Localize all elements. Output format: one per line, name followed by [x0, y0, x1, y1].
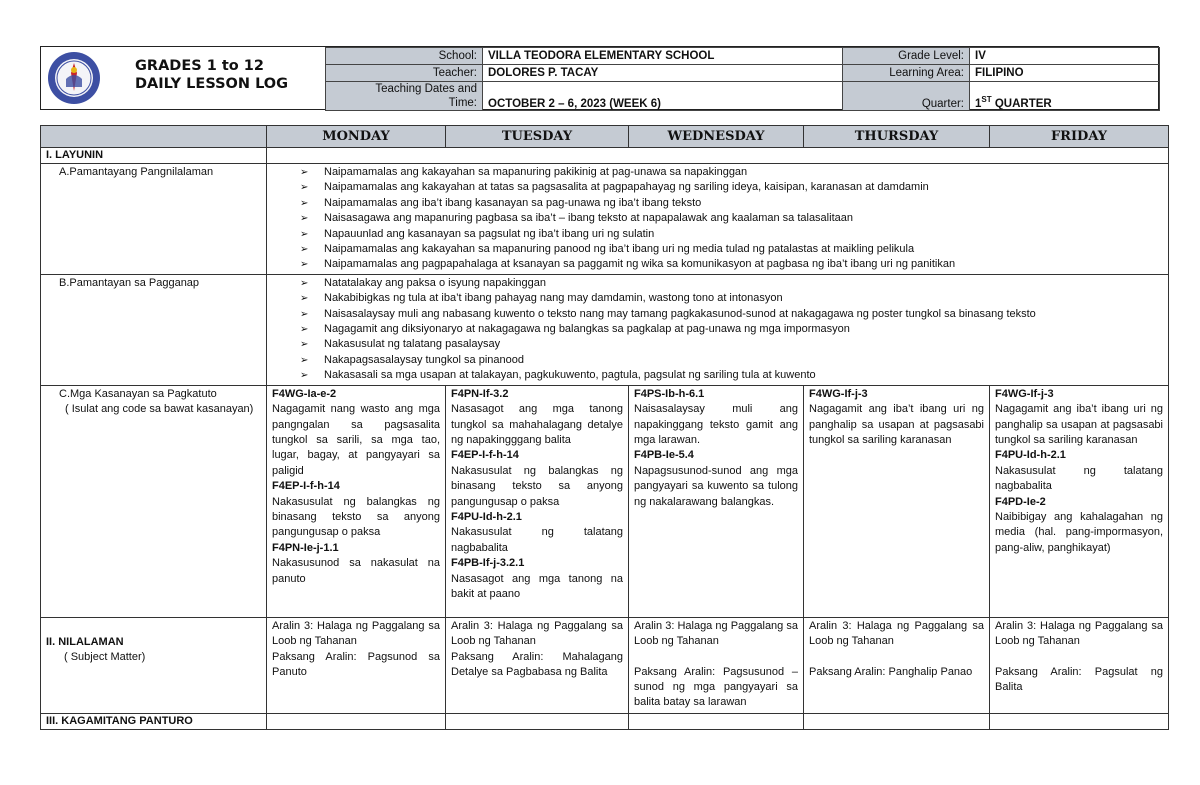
cell-text: Nakasusulat ng balangkas ng binasang teksto sa anyong pangungusap o paksa: [272, 495, 440, 539]
kasanayan-row: [41, 385, 1169, 617]
title-line2: DAILY LESSON LOG: [135, 76, 289, 92]
cell-text: Aralin 3: Halaga ng Paggalang sa Loob ng Tahanan: [809, 619, 984, 648]
cell-text: Aralin 3: Halaga ng Paggalang sa Loob ng Tahanan: [634, 619, 798, 648]
spacer: [809, 650, 984, 665]
cell-text: Aralin 3: Halaga ng Paggalang sa Loob ng Tahanan: [995, 619, 1163, 648]
quarter-text: QUARTER: [991, 98, 1052, 110]
cell-text: Nagagamit nang wasto ang mga pangngalan sa pagsasalita tungkol sa sarili, sa mga tao, lugar, bagay, at pangyayari sa paligid: [272, 403, 440, 477]
standard-item: ➢ Nagagamit ang diksiyonaryo at nakagagawa ng balangkas sa pagkalap at pag-unawa ng mga impormasyon: [300, 322, 1163, 337]
spacer: [995, 650, 1163, 665]
standard-item: ➢ Naisasagawa ang mapanuring pagbasa sa iba’t – ibang teksto at napapalawak ang kaalaman sa talasalitaan: [300, 211, 1163, 226]
layunin-blank: [267, 148, 1169, 164]
competency-code: F4PS-Ib-h-6.1: [634, 387, 705, 400]
kasanayan-label-line2: ( Isulat ang code sa bawat kasanayan): [65, 403, 254, 416]
cell-text: Nakasusulat ng talatang nagbabalita: [995, 464, 1163, 493]
quarter-label: Quarter:: [843, 82, 970, 111]
standard-item: ➢ Napauunlad ang kasanayan sa pagsulat ng iba’t ibang uri ng sulatin: [300, 227, 1163, 242]
competency-code: F4PD-Ie-2: [995, 495, 1046, 508]
teaching-dates-label-line2: Time:: [448, 97, 477, 109]
teacher-value: DOLORES P. TACAY: [483, 65, 843, 82]
teacher-label: Teacher:: [326, 65, 483, 82]
teaching-dates-value: OCTOBER 2 – 6, 2023 (WEEK 6): [483, 82, 843, 111]
cell-text: Nasasagot ang mga tanong tungkol sa mahahalagang detalye ng napakingggang balita: [451, 403, 623, 446]
cell-text: Nagagamit ang iba’t ibang uri ng panghalip sa usapan at pagsasabi tungkol sa sariling karanasan: [809, 403, 984, 446]
nilalaman-label-line2: ( Subject Matter): [64, 651, 146, 664]
pamantayang-pangnilalaman-content: [267, 164, 1169, 275]
lesson-log-table: [40, 125, 1169, 730]
standard-item: ➢ Naisasalaysay muli ang nabasang kuwento o teksto nang may tamang pagkakasunod-sunod at nakagagawa ng poster tungkol sa binasang teksto: [300, 307, 1163, 322]
pamantayan-pagganap-label: B.Pamantayan sa Pagganap: [41, 274, 267, 385]
kasanayan-tuesday: [446, 385, 629, 617]
pamantayang-pangnilalaman-list: [272, 165, 1163, 273]
cell-text: Nagagamit ang iba’t ibang uri ng panghalip sa usapan at pagsasabi tungkol sa sariling karanasan: [995, 403, 1163, 446]
cell-text: Nakasusulat ng talatang nagbabalita: [451, 526, 623, 554]
cell-text: Paksang Aralin: Pagsunod sa Panuto: [272, 650, 440, 678]
nilalaman-row: [41, 617, 1169, 713]
learning-area-label: Learning Area:: [843, 65, 970, 82]
competency-code: F4WG-Ia-e-2: [272, 387, 337, 400]
competency-code: F4WG-If-j-3: [809, 387, 868, 400]
standard-item: ➢ Nakapagsasalaysay tungkol sa pinanood: [300, 353, 1163, 368]
competency-code: F4PN-If-3.2: [451, 387, 509, 400]
teaching-dates-label: [326, 82, 483, 111]
kasanayan-thursday: [804, 385, 990, 617]
standard-item: ➢ Naipamamalas ang kakayahan sa mapanuring pakikinig at pag-unawa sa napakinggan: [300, 165, 1163, 180]
kasanayan-friday: [990, 385, 1169, 617]
quarter-suffix: ST: [981, 95, 992, 105]
nilalaman-label-line1: II. NILALAMAN: [46, 635, 124, 648]
cell-text: Naisasalaysay muli ang napakinggang teksto gamit ang mga larawan.: [634, 403, 798, 446]
kagamitan-row: [41, 713, 1169, 729]
day-friday: FRIDAY: [990, 126, 1169, 148]
standard-item: ➢ Natatalakay ang paksa o isyung napakinggan: [300, 276, 1163, 291]
nilalaman-monday: [267, 617, 446, 713]
kagamitan-wednesday: [629, 713, 804, 729]
nilalaman-label: [41, 617, 267, 713]
day-header-row: [41, 126, 1169, 148]
cell-text: Nakasusulat ng balangkas ng binasang teksto sa anyong pangungusap o paksa: [451, 464, 623, 508]
kasanayan-wednesday: [629, 385, 804, 617]
kasanayan-monday: [267, 385, 446, 617]
standard-item: ➢ Naipamamalas ang kakayahan sa mapanuring panood ng iba’t ibang uri ng media tulad ng patalastas at maikling pelikula: [300, 242, 1163, 257]
kagamitan-friday: [990, 713, 1169, 729]
deped-seal-icon: [47, 51, 101, 105]
standard-item: ➢ Naipamamalas ang iba’t ibang kasanayan sa pag-unawa ng iba’t ibang teksto: [300, 196, 1163, 211]
day-monday: MONDAY: [267, 126, 446, 148]
standard-item: ➢ Naipamamalas ang pagpapahalaga at ksanayan sa paggamit ng wika sa komunikasyon at pagbasa ng iba’t ibang uri ng panitikan: [300, 257, 1163, 272]
school-value: VILLA TEODORA ELEMENTARY SCHOOL: [483, 48, 843, 65]
grade-level-value: IV: [970, 48, 1160, 65]
day-wednesday: WEDNESDAY: [629, 126, 804, 148]
cell-text: Paksang Aralin: Mahalagang Detalye sa Pagbabasa ng Balita: [451, 650, 623, 678]
teaching-dates-label-line1: Teaching Dates and: [375, 83, 477, 95]
quarter-value: [970, 82, 1160, 111]
header-info-table: [325, 47, 1160, 111]
kasanayan-label-line1: C.Mga Kasanayan sa Pagkatuto: [59, 387, 217, 400]
title-line1: GRADES 1 to 12: [135, 58, 264, 74]
pamantayang-pangnilalaman-row: [41, 164, 1169, 275]
day-tuesday: TUESDAY: [446, 126, 629, 148]
nilalaman-wednesday: [629, 617, 804, 713]
standard-item: ➢ Nakasasali sa mga usapan at talakayan, pagkukuwento, pagtula, pagsulat ng sariling tula at kuwento: [300, 368, 1163, 383]
layunin-row: [41, 148, 1169, 164]
cell-text: Aralin 3: Halaga ng Paggalang sa Loob ng Tahanan: [451, 619, 623, 648]
competency-code: F4PN-Ie-j-1.1: [272, 541, 339, 554]
quarter-number: 1: [975, 98, 982, 110]
cell-text: Aralin 3: Halaga ng Paggalang sa Loob ng Tahanan: [272, 619, 440, 648]
kagamitan-monday: [267, 713, 446, 729]
nilalaman-friday: [990, 617, 1169, 713]
kagamitan-thursday: [804, 713, 990, 729]
competency-code: F4PB-If-j-3.2.1: [451, 557, 525, 570]
cell-text: Nasasagot ang mga tanong na bakit at paano: [451, 572, 623, 600]
competency-code: F4EP-I-f-h-14: [272, 480, 340, 493]
day-thursday: THURSDAY: [804, 126, 990, 148]
document-title: [135, 57, 288, 93]
nilalaman-thursday: [804, 617, 990, 713]
competency-code: F4WG-If-j-3: [995, 387, 1054, 400]
school-label: School:: [326, 48, 483, 65]
pamantayang-pangnilalaman-label: A.Pamantayang Pangnilalaman: [41, 164, 267, 275]
kasanayan-label: [41, 385, 267, 617]
standard-item: ➢ Nakasusulat ng talatang pasalaysay: [300, 337, 1163, 352]
competency-code: F4PU-Id-h-2.1: [451, 510, 522, 523]
standard-item: ➢ Nakabibigkas ng tula at iba’t ibang pahayag nang may damdamin, wastong tono at intonasyon: [300, 291, 1163, 306]
cell-text: Nakasusunod sa nakasulat na panuto: [272, 557, 440, 585]
pamantayan-pagganap-list: [272, 276, 1163, 384]
kagamitan-tuesday: [446, 713, 629, 729]
grade-level-label: Grade Level:: [843, 48, 970, 65]
cell-text: Paksang Aralin: Pagsulat ng Balita: [995, 665, 1163, 693]
standard-item: ➢ Naipamamalas ang kakayahan at tatas sa pagsasalita at pagpapahayag ng sariling ideya, kaisipan, karanasan at damdamin: [300, 180, 1163, 195]
spacer: [634, 650, 798, 665]
layunin-heading: I. LAYUNIN: [41, 148, 267, 164]
nilalaman-tuesday: [446, 617, 629, 713]
competency-code: F4EP-I-f-h-14: [451, 449, 519, 462]
cell-text: Napagsusunod-sunod ang mga pangyayari sa kuwento sa tulong ng nakalarawang balangkas.: [634, 464, 798, 508]
cell-text: Paksang Aralin: Pagsusunod – sunod ng mga pangyayari sa balita batay sa larawan: [634, 665, 798, 709]
competency-code: F4PB-Ie-5.4: [634, 449, 694, 462]
day-header-blank: [41, 126, 267, 148]
cell-text: Naibibigay ang kahalagahan ng media (hal. pang-impormasyon, pang-aliw, panghikayat): [995, 510, 1163, 554]
cell-text: Paksang Aralin: Panghalip Panao: [809, 665, 973, 678]
kagamitan-heading: III. KAGAMITANG PANTURO: [41, 713, 267, 729]
pamantayan-pagganap-row: [41, 274, 1169, 385]
competency-code: F4PU-Id-h-2.1: [995, 449, 1066, 462]
learning-area-value: FILIPINO: [970, 65, 1160, 82]
pamantayan-pagganap-content: [267, 274, 1169, 385]
